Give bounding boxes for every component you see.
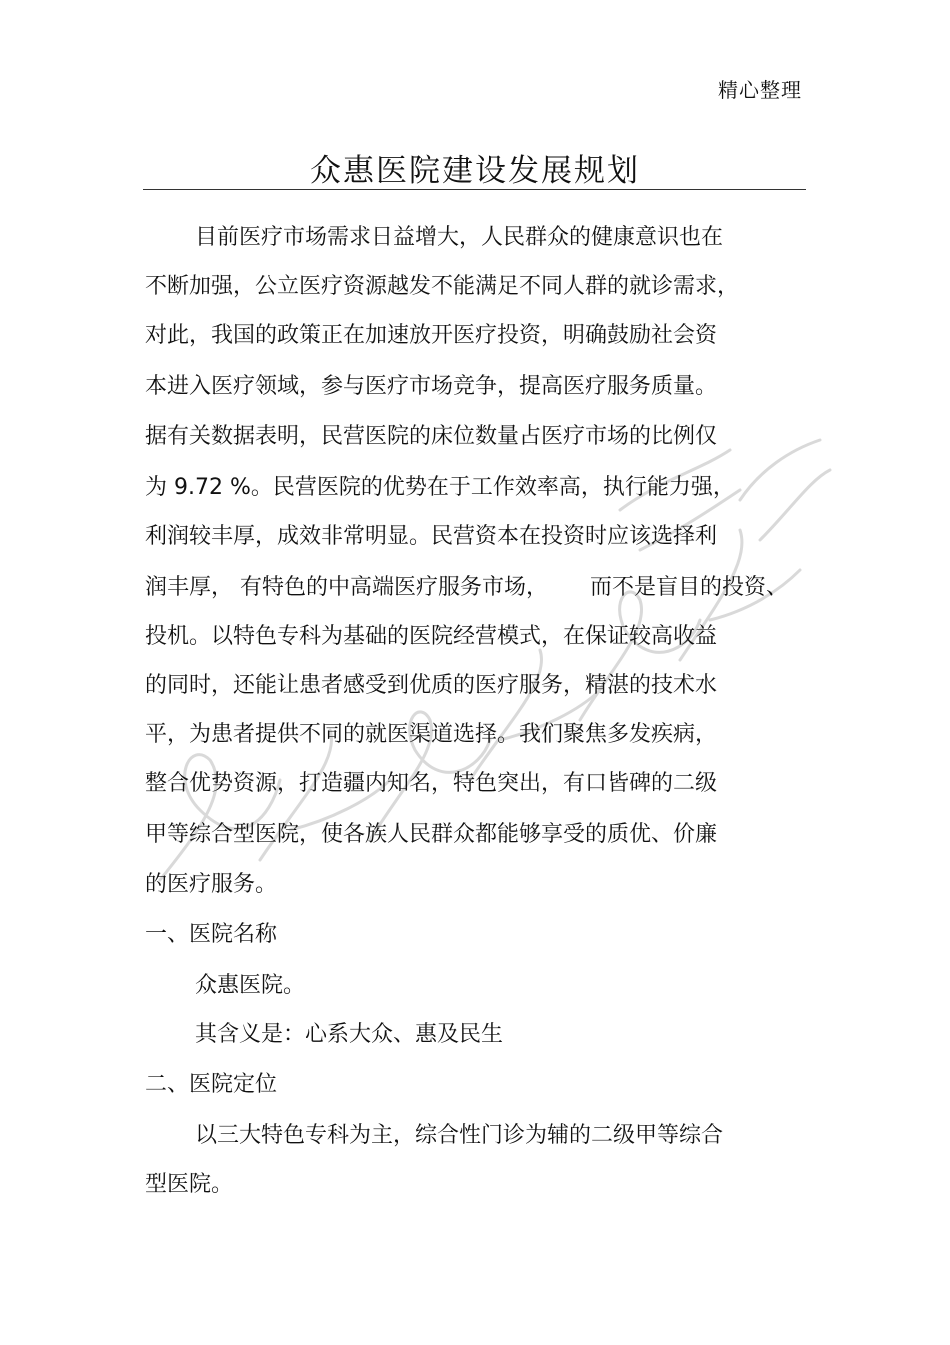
body-line: 不断加强，公立医疗资源越发不能满足不同人群的就诊需求， [145, 274, 740, 299]
section-heading: 一、医院名称 [145, 922, 278, 947]
body-line: 据有关数据表明，民营医院的床位数量占医疗市场的比例仅 [145, 424, 718, 449]
body-line: 本进入医疗领域，参与医疗市场竞争，提高医疗服务质量。 [145, 374, 718, 399]
body-line: 目前医疗市场需求日益增大，人民群众的健康意识也在 [195, 225, 724, 250]
body-line: 众惠医院。 [195, 973, 306, 998]
body-line: 平，为患者提供不同的就医渠道选择。我们聚焦多发疾病， [145, 722, 718, 747]
body-line: 为 9.72 %。民营医院的优势在于工作效率高，执行能力强， [145, 475, 735, 500]
body-line: 投机。以特色专科为基础的医院经营模式，在保证较高收益 [145, 624, 718, 649]
title-underline [143, 189, 806, 190]
body-line: 甲等综合型医院，使各族人民群众都能够享受的质优、价廉 [145, 822, 718, 847]
body-line: 利润较丰厚，成效非常明显。民营资本在投资时应该选择利 [145, 524, 718, 549]
document-title: 众惠医院建设发展规划 [310, 153, 640, 189]
section-heading: 二、医院定位 [145, 1072, 278, 1097]
body-line: 型医院。 [145, 1172, 234, 1197]
body-line: 的同时，还能让患者感受到优质的医疗服务，精湛的技术水 [145, 673, 718, 698]
header-note: 精心整理 [718, 78, 802, 102]
body-line: 的医疗服务。 [145, 872, 278, 897]
body-line: 整合优势资源，打造疆内知名，特色突出，有口皆碑的二级 [145, 771, 718, 796]
body-line: 以三大特色专科为主，综合性门诊为辅的二级甲等综合 [195, 1123, 724, 1148]
body-line: 对此，我国的政策正在加速放开医疗投资，明确鼓励社会资 [145, 323, 718, 348]
body-line: 润丰厚， 有特色的中高端医疗服务市场， 而不是盲目的投资、 [145, 575, 788, 600]
body-line: 其含义是：心系大众、惠及民生 [195, 1022, 504, 1047]
